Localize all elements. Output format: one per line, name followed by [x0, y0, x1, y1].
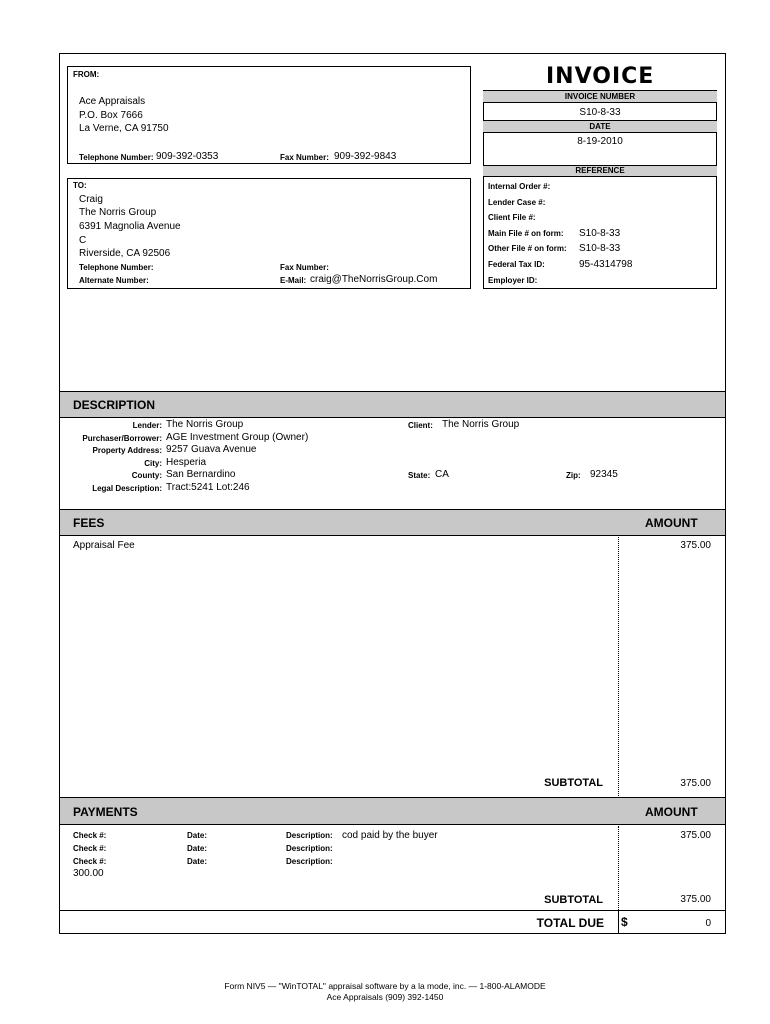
payments-subtotal: 375.00 — [680, 894, 711, 905]
to-fax-label: Fax Number: — [280, 263, 329, 272]
to-address2: C — [79, 235, 87, 246]
payment-extra: 300.00 — [73, 868, 104, 879]
from-name: Ace Appraisals — [79, 96, 146, 107]
fees-band — [60, 509, 725, 536]
lender: The Norris Group — [166, 419, 244, 430]
client: The Norris Group — [442, 419, 520, 430]
purchaser: AGE Investment Group (Owner) — [166, 432, 309, 443]
date-label-3: Date: — [187, 857, 208, 866]
to-telephone-label: Telephone Number: — [79, 263, 154, 272]
date-header: DATE — [483, 120, 717, 133]
from-fax: 909-392-9843 — [334, 151, 397, 162]
to-email-label: E-Mail: — [280, 276, 307, 285]
main-file-label: Main File # on form: — [488, 229, 564, 238]
footer-line-1: Form NIV5 — "WinTOTAL" appraisal software by a la mode, inc. — 1-800-ALAMODE — [224, 981, 546, 991]
from-telephone-label: Telephone Number: — [79, 153, 154, 162]
payments-band — [60, 797, 725, 825]
to-alternate-label: Alternate Number: — [79, 276, 149, 285]
to-address3: Riverside, CA 92506 — [79, 248, 171, 259]
invoice-number: S10-8-33 — [579, 107, 621, 118]
legal-label: Legal Description: — [92, 484, 162, 493]
property: 9257 Guava Avenue — [166, 444, 257, 455]
description-label-2: Description: — [286, 844, 333, 853]
payments-header: PAYMENTS — [73, 805, 138, 819]
client-file-label: Client File #: — [488, 213, 536, 222]
zip: 92345 — [590, 469, 618, 480]
total-due-label: TOTAL DUE — [536, 916, 604, 930]
fees-amount-header: AMOUNT — [645, 516, 698, 530]
fee-item: Appraisal Fee — [73, 540, 135, 551]
client-label: Client: — [408, 421, 433, 430]
payments-column-divider — [618, 826, 619, 910]
employer-label: Employer ID: — [488, 276, 538, 285]
from-address1: P.O. Box 7666 — [79, 110, 143, 121]
to-email: craig@TheNorrisGroup.Com — [310, 274, 438, 285]
footer-line-2: Ace Appraisals (909) 392-1450 — [326, 992, 444, 1002]
invoice-date: 8-19-2010 — [577, 136, 623, 147]
invoice-title: INVOICE — [546, 64, 655, 89]
from-telephone: 909-392-0353 — [156, 151, 219, 162]
total-due: 0 — [705, 918, 711, 929]
date-label-1: Date: — [187, 831, 208, 840]
total-due-column-divider — [618, 910, 619, 933]
check-label-1: Check #: — [73, 831, 107, 840]
fee-item-amount: 375.00 — [680, 540, 711, 551]
description-label-3: Description: — [286, 857, 333, 866]
purchaser-label: Purchaser/Borrower: — [82, 434, 162, 443]
legal: Tract:5241 Lot:246 — [166, 482, 250, 493]
total-due-divider — [60, 910, 725, 911]
other-file-label: Other File # on form: — [488, 244, 567, 253]
internal-order-label: Internal Order #: — [488, 182, 551, 191]
description-band — [60, 391, 725, 418]
payment-amount-1: 375.00 — [680, 830, 711, 841]
fees-column-divider — [618, 537, 619, 796]
to-address1: 6391 Magnolia Avenue — [79, 221, 181, 232]
payment-description-1: cod paid by the buyer — [342, 830, 438, 841]
federal-tax-label: Federal Tax ID: — [488, 260, 545, 269]
other-file: S10-8-33 — [579, 243, 621, 254]
state-label: State: — [408, 471, 431, 480]
check-label-3: Check #: — [73, 857, 107, 866]
reference-header: REFERENCE — [483, 165, 717, 177]
county-label: County: — [131, 471, 162, 480]
property-label: Property Address: — [92, 446, 162, 455]
state: CA — [435, 469, 449, 480]
lender-label: Lender: — [132, 421, 162, 430]
fees-subtotal-label: SUBTOTAL — [544, 777, 603, 789]
date-label-2: Date: — [187, 844, 208, 853]
to-header: TO: — [73, 181, 87, 190]
to-company: The Norris Group — [79, 207, 157, 218]
check-label-2: Check #: — [73, 844, 107, 853]
county: San Bernardino — [166, 469, 236, 480]
payments-amount-header: AMOUNT — [645, 805, 698, 819]
from-fax-label: Fax Number: — [280, 153, 329, 162]
fees-subtotal: 375.00 — [680, 778, 711, 789]
payments-subtotal-label: SUBTOTAL — [544, 894, 603, 906]
invoice-number-header: INVOICE NUMBER — [483, 90, 717, 103]
from-address2: La Verne, CA 91750 — [79, 123, 169, 134]
description-label-1: Description: — [286, 831, 333, 840]
city: Hesperia — [166, 457, 207, 468]
total-currency: $ — [621, 915, 628, 929]
to-box — [67, 178, 471, 289]
description-header: DESCRIPTION — [73, 398, 156, 412]
main-file: S10-8-33 — [579, 228, 621, 239]
zip-label: Zip: — [566, 471, 581, 480]
from-header: FROM: — [73, 70, 100, 79]
federal-tax: 95-4314798 — [579, 259, 633, 270]
fees-header: FEES — [73, 516, 105, 530]
lender-case-label: Lender Case #: — [488, 198, 546, 207]
city-label: City: — [144, 459, 162, 468]
to-name: Craig — [79, 194, 103, 205]
